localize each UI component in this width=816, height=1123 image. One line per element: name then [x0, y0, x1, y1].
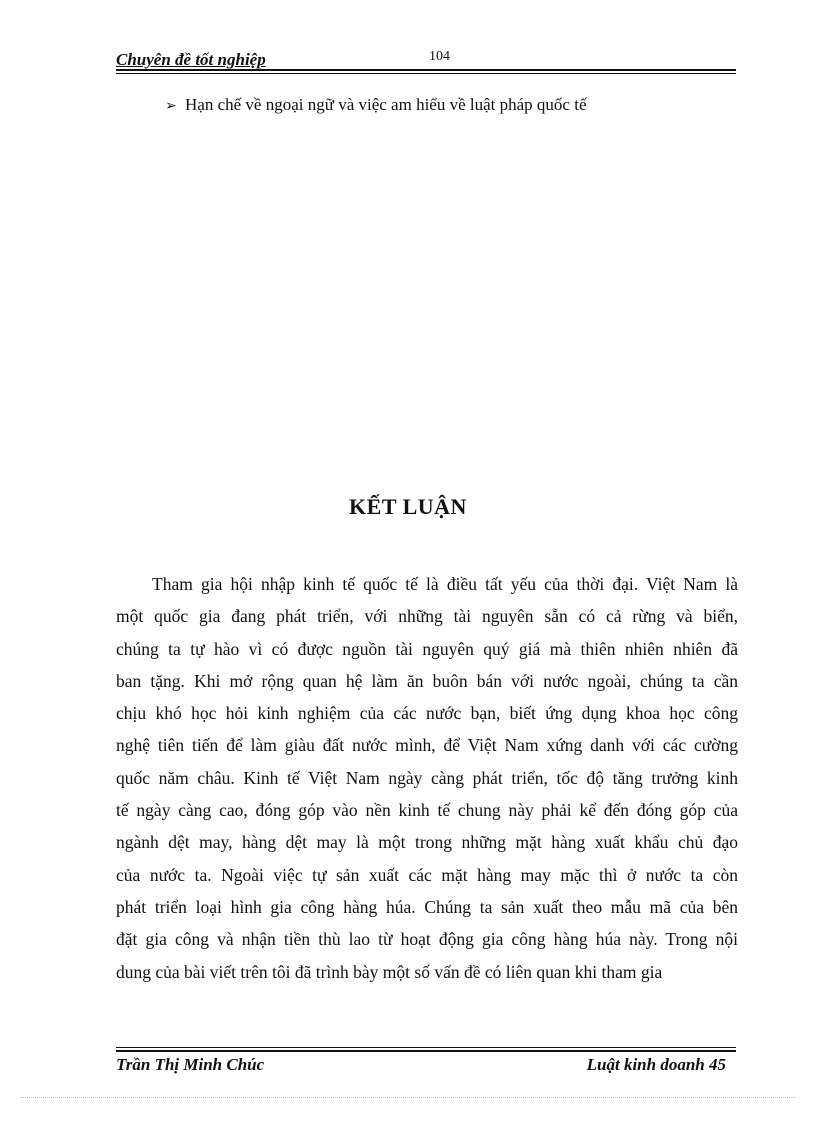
paragraph-line: quốc năm châu. Kinh tế Việt Nam ngày càng phát triển, tốc độ tăng trưởng kinh: [116, 767, 738, 788]
footer-author: Trần Thị Minh Chúc: [116, 1055, 265, 1074]
paragraph-line: dung của bài viết trên tôi đã trình bày một số vấn đề có liên quan khi tham gia: [116, 961, 663, 982]
paragraph-line: đặt gia công và nhận tiền thù lao từ hoạt động gia công hàng húa này. Trong nội: [116, 929, 738, 950]
paragraph-line: tế ngày càng cao, đóng góp vào nền kinh tế chung này phải kể đến đóng góp của: [116, 800, 738, 821]
paragraph-line: nghệ tiên tiến để làm giàu đất nước mình, để Việt Nam xứng danh với các cường: [116, 735, 738, 756]
conclusion-paragraph: [116, 568, 738, 988]
page-footer: [116, 1047, 736, 1077]
paragraph-line: một quốc gia đang phát triển, với những tài nguyên sẵn có cả rừng và biển,: [116, 606, 738, 627]
bullet-item: [165, 95, 586, 115]
paragraph-line: chúng ta tự hào vì có được nguồn tài nguyên quý giá mà thiên nhiên nhiên đã: [116, 638, 738, 659]
page-header: [116, 48, 736, 78]
paragraph-line: chịu khó học hỏi kinh nghiệm của các nước bạn, biết ứng dụng khoa học công: [116, 703, 738, 724]
bullet-text: Hạn chế về ngoại ngữ và việc am hiểu về luật pháp quốc tế: [185, 95, 587, 114]
footer-rule-thin: [116, 1047, 736, 1048]
header-rule-thick: [116, 69, 736, 71]
page-number: 104: [429, 49, 450, 64]
header-title: Chuyên đề tốt nghiệp: [116, 50, 266, 69]
paragraph-line: ngành dệt may, hàng dệt may là một trong những mặt hàng xuất khẩu chủ đạo: [116, 832, 738, 853]
paragraph-line: phát triển loại hình gia công hàng húa. Chúng ta sản xuất theo mẫu mã của bên: [116, 896, 738, 917]
footer-rule-thick: [116, 1050, 736, 1052]
footer-class: Luật kinh doanh 45: [586, 1055, 726, 1074]
paragraph-line: Tham gia hội nhập kinh tế quốc tế là điều tất yếu của thời đại. Việt Nam là: [152, 574, 738, 594]
right-triangle-arrow-icon: ➢: [165, 99, 177, 114]
paragraph-line: ban tặng. Khi mở rộng quan hệ làm ăn buôn bán với nước ngoài, chúng ta cần: [116, 670, 738, 691]
paragraph-line: của nước ta. Ngoài việc tự sản xuất các mặt hàng may mặc thì ở nước ta còn: [116, 864, 738, 885]
page-bottom-dotted-border: [20, 1097, 796, 1098]
section-heading: KẾT LUẬN: [349, 494, 467, 519]
header-rule-thin: [116, 73, 736, 74]
